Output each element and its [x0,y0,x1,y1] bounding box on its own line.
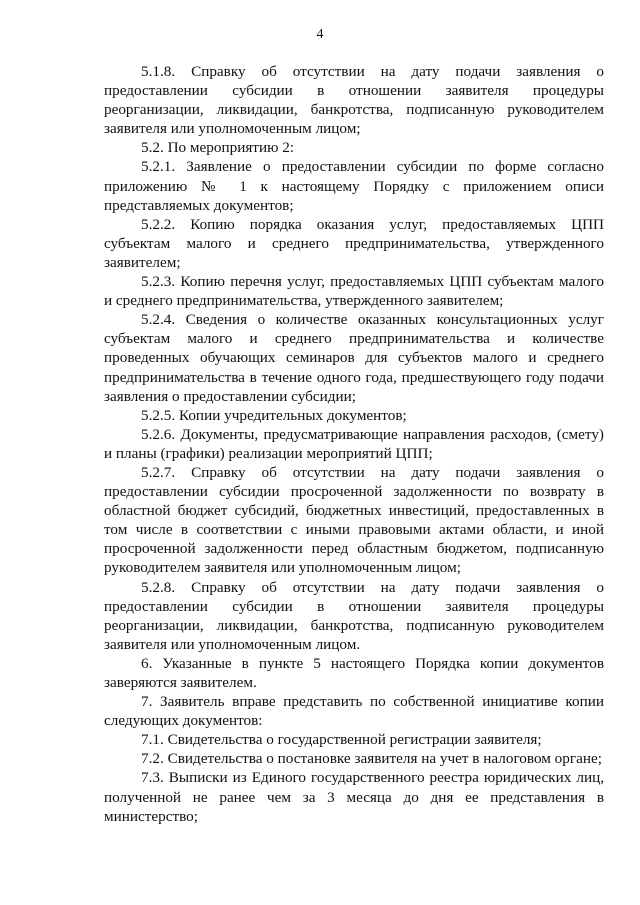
page-number: 4 [316,27,324,42]
paragraph-7: 7. Заявитель вправе представить по собственной инициативе копии следующих документов: [104,693,604,730]
document-body [104,62,604,826]
paragraph-6: 6. Указанные в пункте 5 настоящего Порядка копии документов заверяются заявителем. [104,654,604,691]
paragraph-5-2-7: 5.2.7. Справку об отсутствии на дату подачи заявления о предоставлении субсидии просроченной задолженности по возврату в областной бюджет субсидий, бюджетных инвестиций, предоставленных в том числе в соответствии с иными правовыми актами области, и иной просроченной задолженности перед областным бюджетом, подписанную руководителем заявителя или уполномоченным лицом; [104,463,604,577]
paragraph-5-1-8: 5.1.8. Справку об отсутствии на дату подачи заявления о предоставлении субсидии в отношении заявителя процедуры реорганизации, ликвидации, банкротства, подписанную руководителем заявителя или уполномоченным лицом; [104,63,604,138]
paragraph-5-2: 5.2. По мероприятию 2: [141,139,295,157]
paragraph-5-2-3: 5.2.3. Копию перечня услуг, предоставляемых ЦПП субъектам малого и среднего предпринимательства, утвержденного заявителем; [104,273,604,310]
paragraph-5-2-1: 5.2.1. Заявление о предоставлении субсидии по форме согласно приложению № 1 к настоящему Порядку с приложением описи представляемых документов; [104,158,604,214]
paragraph-5-2-2: 5.2.2. Копию порядка оказания услуг, предоставляемых ЦПП субъектам малого и среднего предпринимательства, утвержденного заявителем; [104,215,604,271]
paragraph-7-1: 7.1. Свидетельства о государственной регистрации заявителя; [141,731,542,749]
paragraph-5-2-8: 5.2.8. Справку об отсутствии на дату подачи заявления о предоставлении субсидии в отношении заявителя процедуры реорганизации, ликвидации, банкротства, подписанную руководителем заявителя или уполномоченным лицом. [104,578,604,653]
paragraph-7-3: 7.3. Выписки из Единого государственного реестра юридических лиц, полученной не ранее чем за 3 месяца до дня ее представления в министерство; [104,769,604,825]
paragraph-7-2: 7.2. Свидетельства о постановке заявителя на учет в налоговом органе; [141,750,602,768]
paragraph-5-2-5: 5.2.5. Копии учредительных документов; [141,406,407,424]
paragraph-5-2-6: 5.2.6. Документы, предусматривающие направления расходов, (смету) и планы (графики) реализации мероприятий ЦПП; [104,425,604,462]
paragraph-5-2-4: 5.2.4. Сведения о количестве оказанных консультационных услуг субъектам малого и среднего предпринимательства и количестве проведенных обучающих семинаров для субъектов малого и среднего предпринимательства в течение одного года, предшествующего году подачи заявления о предоставлении субсидии; [104,311,604,405]
